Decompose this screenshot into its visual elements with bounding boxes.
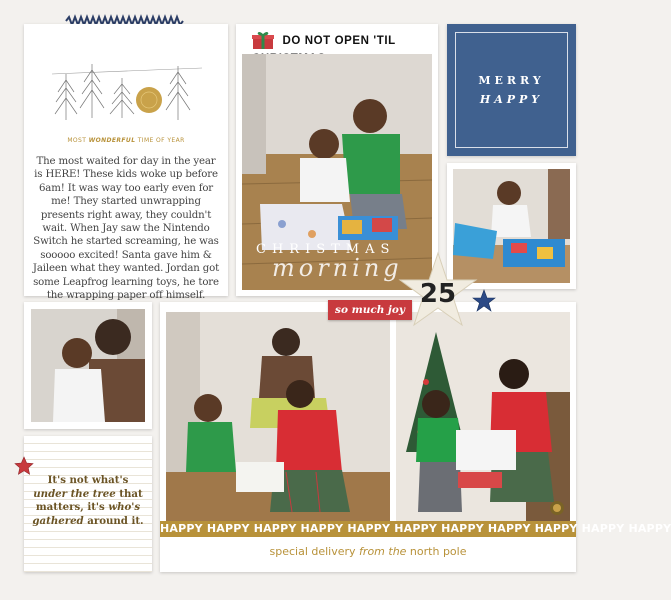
quote-text: It's not what's under the tree that matters, it's who's gathered around it. — [32, 474, 144, 527]
journal-card — [24, 24, 228, 302]
bottom-photo-card — [160, 302, 671, 572]
red-star-icon — [14, 456, 34, 476]
photo-family-couch — [166, 312, 390, 522]
blue-star-icon — [472, 289, 496, 313]
trees-illustration — [52, 54, 202, 124]
gift-icon — [252, 32, 274, 50]
merry-text: MERRY — [478, 74, 545, 87]
inner-frame — [455, 32, 568, 148]
christmas-title: CHRISTMAS — [256, 242, 396, 257]
dad-toddler-photo-card — [24, 302, 152, 429]
happy-text: HAPPY — [479, 93, 544, 106]
photo-siblings-tree — [396, 312, 570, 522]
journal-text: The most waited for day in the year is HERE! These kids woke up before 6am! It was way too early even for me! They started unwrapping presents right away, they couldn't wait. When Jay saw the Nintendo Switch he started screaming, he was sooooo excited! Santa gave him & Jaileen what they wanted. Jordan got some Leapfrog learning toys, he tore the wrapping paper off himself. — [32, 156, 220, 302]
morning-title: morning — [272, 254, 403, 282]
caption: special delivery from the north pole — [269, 545, 467, 558]
tagline: MOST WONDERFUL TIME OF YEAR — [67, 137, 185, 144]
quote-card — [24, 436, 152, 572]
sticker-label: DO NOT OPEN 'TIL — [282, 35, 396, 47]
gold-brad-icon — [549, 500, 565, 516]
happy-strip: HAPPY HAPPY HAPPY HAPPY HAPPY HAPPY HAPPY HAPPY HAPPY HAPPY HAPPY — [160, 522, 671, 535]
date-number: 25 — [419, 279, 457, 309]
merry-happy-card — [447, 24, 576, 156]
joy-tag: so much joy — [328, 300, 412, 320]
photo-dad-kiss — [31, 309, 145, 422]
